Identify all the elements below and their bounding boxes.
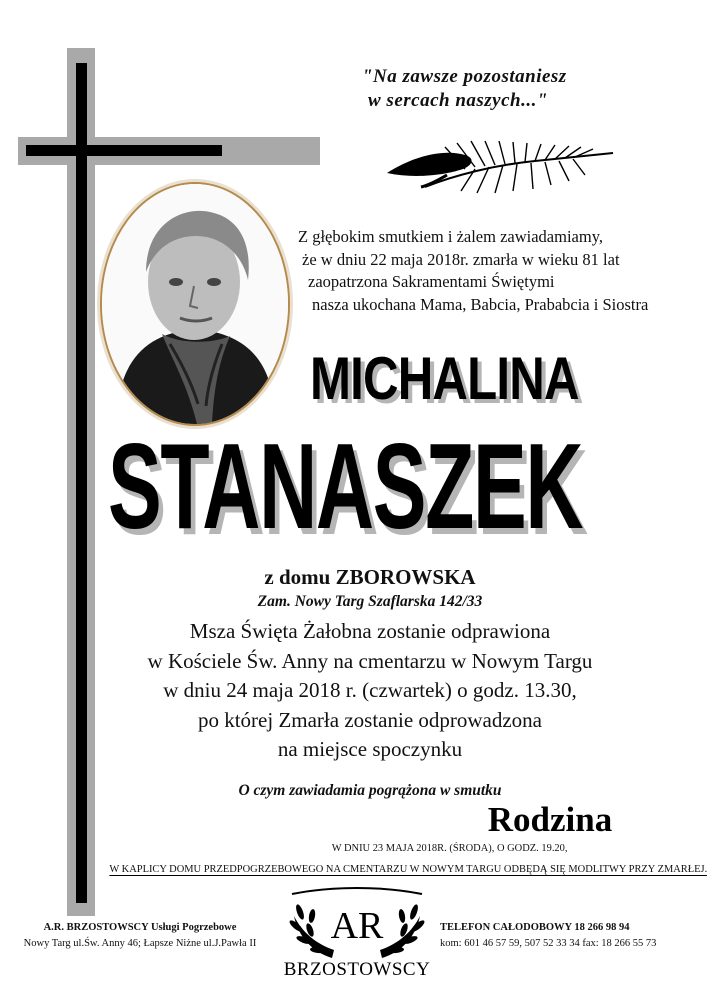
portrait-photo — [100, 182, 290, 426]
contact-numbers: kom: 601 46 57 59, 507 52 33 34 fax: 18 266 55 73 — [440, 938, 657, 949]
prayer-notice-text: W KAPLICY DOMU PRZEDPOGRZEBOWEGO NA CMENTARZU W NOWYM TARGU ODBĘDĄ SIĘ MODLITWY PRZY ZMARŁEJ. — [109, 863, 708, 875]
informs-line: O czym zawiadamia pogrążona w smutku — [238, 782, 502, 799]
announcement-text — [298, 226, 698, 316]
announcement-line: Z głębokim smutkiem i żalem zawiadamiamy, — [298, 227, 604, 246]
deceased-address: Zam. Nowy Targ Szaflarska 142/33 — [257, 593, 483, 610]
logo-monogram: AR — [330, 905, 384, 947]
logo-company-name: BRZOSTOWSCY — [283, 959, 431, 980]
family-signature: Rodzina — [487, 800, 613, 839]
mass-line: w Kościele Św. Anny na cmentarzu w Nowym Targu — [147, 648, 593, 673]
funeral-mass-details — [90, 617, 650, 765]
company-name: A.R. BRZOSTOWSCY Usługi Pogrzebowe — [43, 922, 237, 933]
mass-line: na miejsce spoczynku — [277, 737, 463, 761]
announcement-line: że w dniu 22 maja 2018r. zmarła w wieku 81 lat — [302, 249, 620, 269]
maiden-name: z domu ZBOROWSKA — [264, 565, 476, 589]
deceased-first-name: MICHALINA — [310, 345, 579, 412]
prayer-notice-line-1: W DNIU 23 MAJA 2018R. (ŚRODA), O GODZ. 19.20, — [331, 842, 568, 854]
cross-horizontal-beam — [26, 145, 222, 156]
announcement-line: zaopatrzona Sakramentami Świętymi — [308, 272, 555, 291]
company-addresses: Nowy Targ ul.Św. Anny 46; Łapsze Niżne ul.J.Pawła II — [23, 938, 257, 949]
mass-line: po której Zmarła zostanie odprowadzona — [197, 707, 543, 732]
footer-company-info — [10, 920, 270, 952]
motto-line-1: "Na zawsze pozostaniesz — [362, 66, 567, 87]
motto-line-2: w sercach naszych..." — [368, 90, 548, 111]
motto — [362, 65, 662, 113]
mass-line: w dniu 24 maja 2018 r. (czwartek) o godz. 13.30, — [163, 678, 577, 702]
deceased-last-name: STANASZEK — [108, 418, 583, 554]
prayer-notice-line-2 — [109, 862, 708, 876]
announcement-line: nasza ukochana Mama, Babcia, Prababcia i Siostra — [312, 294, 649, 314]
mass-line: Msza Święta Żałobna zostanie odprawiona — [189, 619, 551, 643]
footer-contact-info — [440, 920, 710, 952]
palm-branch-icon — [385, 135, 615, 197]
cross-vertical-beam — [76, 63, 87, 903]
phone-number: TELEFON CAŁODOBOWY 18 266 98 94 — [440, 922, 630, 933]
